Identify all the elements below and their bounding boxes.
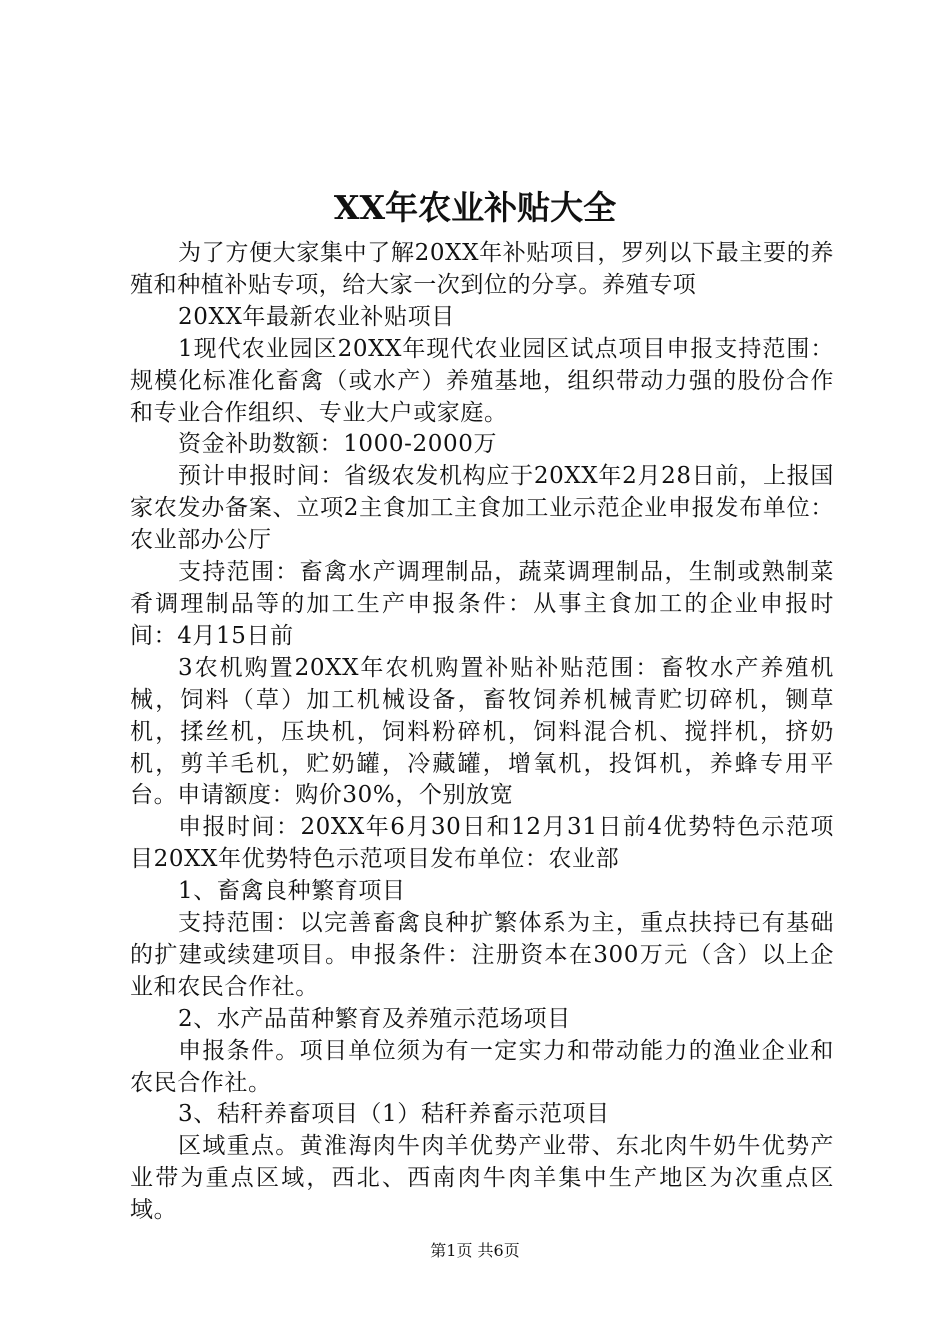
document-body [130,238,834,1227]
paragraph: 3、秸秆养畜项目（1）秸秆养畜示范项目 [178,1101,610,1128]
page-number-footer: 第1页 共6页 [430,1241,520,1260]
paragraph: 2、水产品苗种繁育及养殖示范场项目 [178,1005,571,1032]
paragraph: 3农机购置20XX年农机购置补贴补贴范围：畜牧水产养殖机械，饲料（草）加工机械设备，畜牧饲养机械青贮切碎机，铡草机，揉丝机，压块机，饲料粉碎机，饲料混合机、搅拌机，挤奶机，剪羊毛机，贮奶罐，冷藏罐，增氧机，投饵机，养蜂专用平台。申请额度：购价30%，个别放宽 [130,654,834,809]
paragraph: 支持范围：畜禽水产调理制品，蔬菜调理制品，生制或熟制菜肴调理制品等的加工生产申报条件：从事主食加工的企业申报时间：4月15日前 [130,559,834,649]
paragraph: 1现代农业园区20XX年现代农业园区试点项目申报支持范围：规模化标准化畜禽（或水产）养殖基地，组织带动力强的股份合作和专业合作组织、专业大户或家庭。 [130,335,834,426]
paragraph: 预计申报时间：省级农发机构应于20XX年2月28日前，上报国家农发办备案、立项2主食加工主食加工业示范企业申报发布单位：农业部办公厅 [130,463,834,554]
paragraph: 20XX年最新农业补贴项目 [178,303,455,330]
paragraph: 区域重点。黄淮海肉牛肉羊优势产业带、东北肉牛奶牛优势产业带为重点区域，西北、西南肉牛肉羊集中生产地区为次重点区域。 [130,1133,834,1224]
paragraph: 申报时间：20XX年6月30日和12月31日前4优势特色示范项目20XX年优势特色示范项目发布单位：农业部 [130,814,834,873]
document-title: XX年农业补贴大全 [333,188,617,227]
paragraph: 1、畜禽良种繁育项目 [178,878,406,905]
paragraph: 资金补助数额：1000-2000万 [178,431,498,458]
paragraph: 为了方便大家集中了解20XX年补贴项目，罗列以下最主要的养殖和种植补贴专项，给大家一次到位的分享。养殖专项 [130,240,834,298]
paragraph: 支持范围：以完善畜禽良种扩繁体系为主，重点扶持已有基础的扩建或续建项目。申报条件：注册资本在300万元（含）以上企业和农民合作社。 [130,910,834,1000]
paragraph: 申报条件。项目单位须为有一定实力和带动能力的渔业企业和农民合作社。 [130,1037,834,1096]
